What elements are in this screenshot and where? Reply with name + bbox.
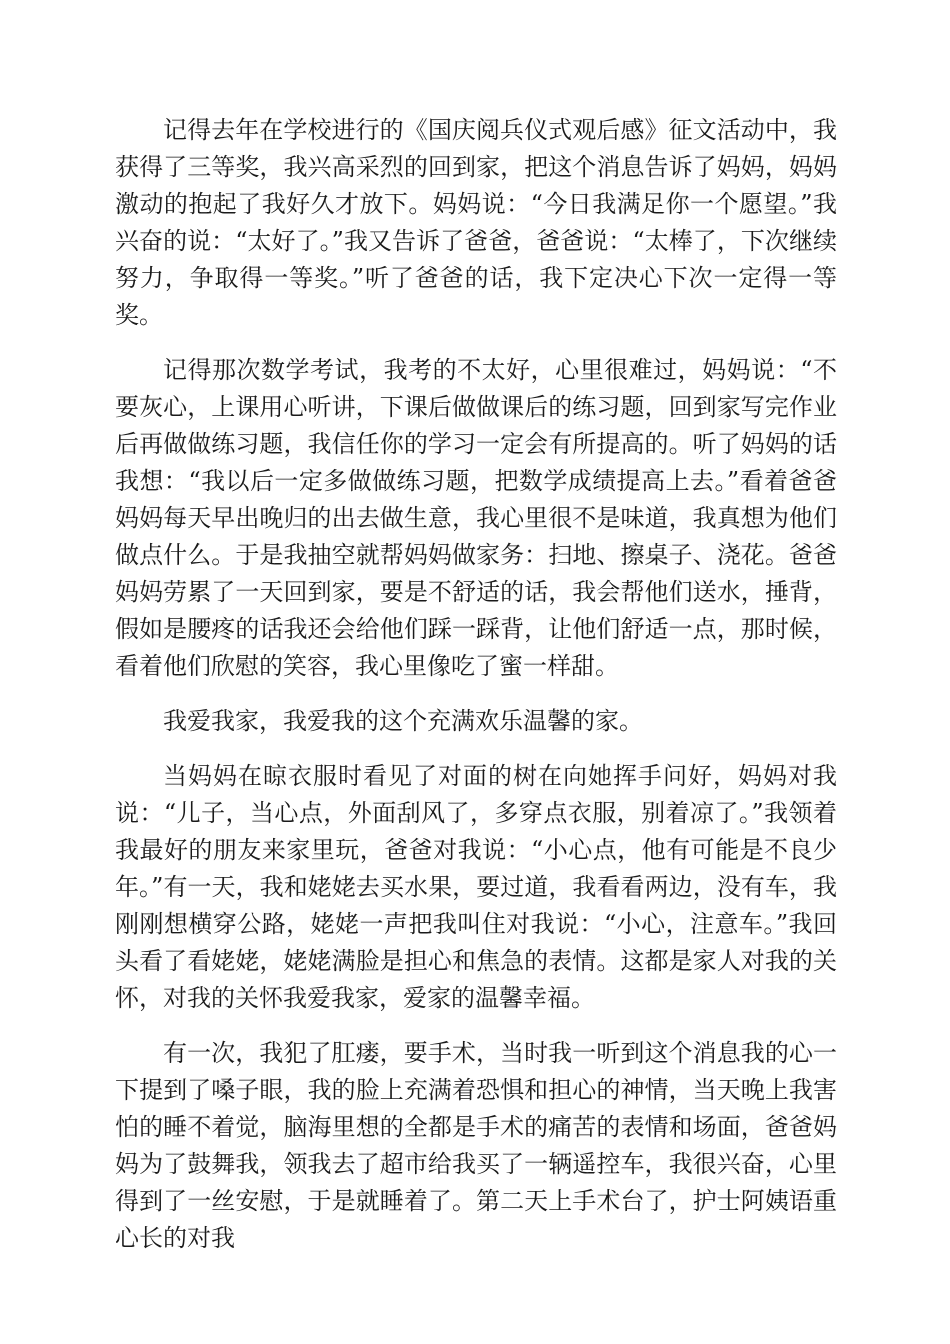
paragraph-surgery: 有一次，我犯了肛瘘，要手术，当时我一听到这个消息我的心一下提到了嗓子眼，我的脸上充满着恐惧和担心的神情，当天晚上我害怕的睡不着觉，脑海里想的全都是手术的痛苦的表情和场面，爸爸妈妈为了鼓舞我，领我去了超市给我买了一辆遥控车，我很兴奋，心里得到了一丝安慰，于是就睡着了。第二天上手术台了，护士阿姨语重心长的对我 <box>115 1039 837 1252</box>
paragraph-family-care: 当妈妈在晾衣服时看见了对面的树在向她挥手问好，妈妈对我说：“儿子，当心点，外面刮风了，多穿点衣服，别着凉了。”我领着我最好的朋友来家里玩，爸爸对我说：“小心点，他有可能是不良少年。”有一天，我和姥姥去买水果，要过道，我看看两边，没有车，我刚刚想横穿公路，姥姥一声把我叫住对我说：“小心，注意车。”我回头看了看姥姥，姥姥满脸是担心和焦急的表情。这都是家人对我的关怀，对我的关怀我爱我家，爱家的温馨幸福。 <box>115 762 837 1012</box>
paragraph-love-home: 我爱我家，我爱我的这个充满欢乐温馨的家。 <box>163 707 643 735</box>
paragraph-award: 记得去年在学校进行的《国庆阅兵仪式观后感》征文活动中，我获得了三等奖，我兴高采烈的回到家，把这个消息告诉了妈妈，妈妈激动的抱起了我好久才放下。妈妈说：“今日我满足你一个愿望。”我兴奋的说：“太好了。”我又告诉了爸爸，爸爸说：“太棒了，下次继续努力，争取得一等奖。”听了爸爸的话，我下定决心下次一定得一等奖。 <box>115 116 837 329</box>
paragraph-math-exam: 记得那次数学考试，我考的不太好，心里很难过，妈妈说：“不要灰心，上课用心听讲，下课后做做课后的练习题，回到家写完作业后再做做练习题，我信任你的学习一定会有所提高的。听了妈妈的话我想：“我以后一定多做做练习题，把数学成绩提高上去。”看着爸爸妈妈每天早出晚归的出去做生意，我心里很不是味道，我真想为他们做点什么。于是我抽空就帮妈妈做家务：扫地、擦桌子、浇花。爸爸妈妈劳累了一天回到家，要是不舒适的话，我会帮他们送水，捶背，假如是腰疼的话我还会给他们踩一踩背，让他们舒适一点，那时候，看着他们欣慰的笑容，我心里像吃了蜜一样甜。 <box>115 356 837 680</box>
document-body <box>115 112 837 1275</box>
